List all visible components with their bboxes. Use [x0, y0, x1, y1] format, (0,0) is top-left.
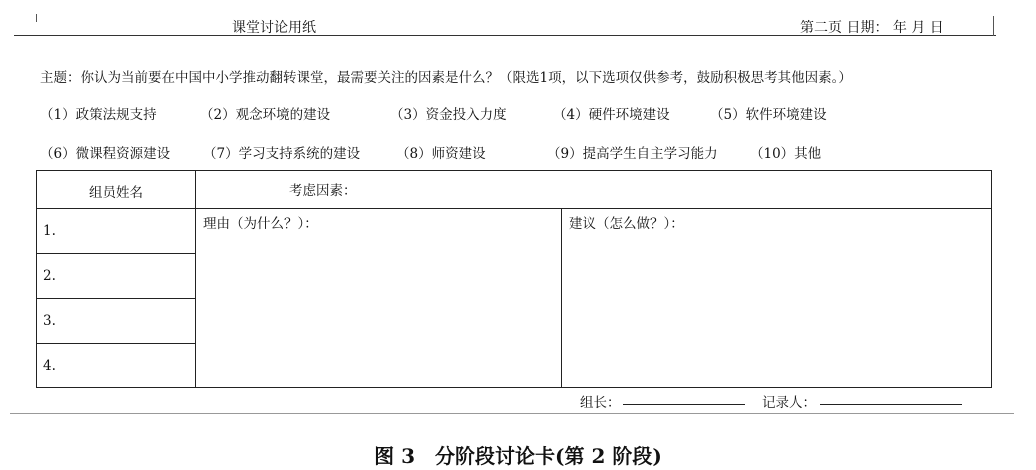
option-4: （4）硬件环境建设 [553, 107, 670, 123]
option-8: （8）师资建设 [396, 146, 486, 162]
recorder-signature-line[interactable] [820, 404, 962, 405]
option-1: （1）政策法规支持 [40, 107, 157, 123]
discussion-topic: 主题：你认为当前要在中国中小学推动翻转课堂，最需要关注的因素是什么？（限选1项，以下选项仅供参考，鼓励积极思考其他因素。） [40, 70, 852, 86]
leader-label: 组长： [580, 395, 621, 411]
corner-tick-right [993, 16, 994, 36]
figure-caption: 图 3 分阶段讨论卡(第 2 阶段) [374, 444, 662, 468]
page-date-info: 第二页 日期： 年 月 日 [800, 20, 944, 36]
factor-header: 考虑因素： [289, 183, 357, 199]
table-divider-members [195, 171, 196, 387]
option-2: （2）观念环境的建设 [200, 107, 331, 123]
recorder-label: 记录人： [762, 395, 816, 411]
option-5: （5）软件环境建设 [710, 107, 827, 123]
member-row-4: 4. [43, 358, 56, 374]
corner-tick-left [36, 14, 37, 22]
member-name-header: 组员姓名 [89, 185, 143, 201]
reason-header: 理由（为什么？）： [203, 216, 318, 232]
member-row-1: 1. [43, 223, 56, 239]
leader-signature-line[interactable] [623, 404, 745, 405]
member-row-rule-1 [37, 253, 195, 254]
table-header-rule [37, 208, 991, 209]
member-row-3: 3. [43, 313, 56, 329]
option-7: （7）学习支持系统的建设 [203, 146, 361, 162]
option-6: （6）微课程资源建设 [40, 146, 171, 162]
option-9: （9）提高学生自主学习能力 [547, 146, 718, 162]
member-row-rule-2 [37, 298, 195, 299]
option-10: （10）其他 [750, 146, 822, 162]
suggestion-header: 建议（怎么做？）： [569, 216, 684, 232]
form-title: 课堂讨论用纸 [232, 20, 316, 36]
member-row-2: 2. [43, 268, 56, 284]
bottom-rule [10, 413, 1014, 414]
member-row-rule-3 [37, 343, 195, 344]
discussion-table [36, 170, 992, 388]
header-rule [14, 35, 996, 36]
option-3: （3）资金投入力度 [390, 107, 507, 123]
table-divider-reason [561, 208, 562, 387]
